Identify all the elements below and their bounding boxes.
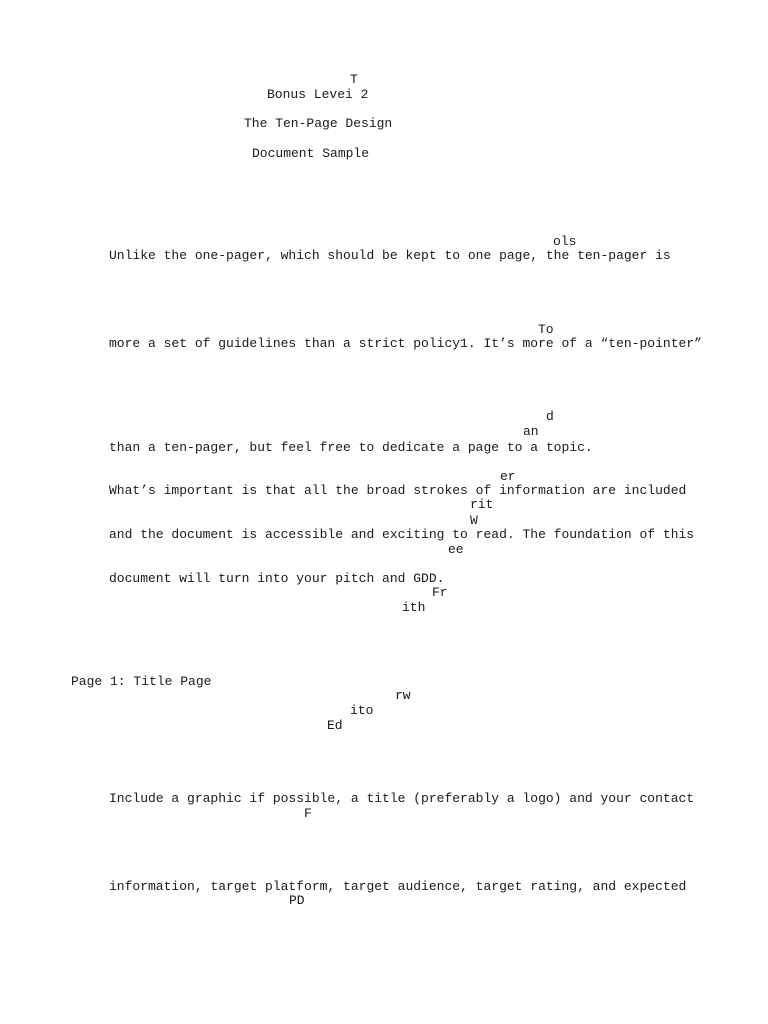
- paragraph-line: document will turn into your pitch and GDD.: [109, 571, 445, 586]
- paragraph-line: more a set of guidelines than a strict policy1. It’s more of a “ten-pointer”: [109, 336, 702, 351]
- watermark-fragment: PD: [289, 893, 305, 908]
- document-title-line-1: The Ten-Page Design: [244, 116, 393, 131]
- section-line: Include a graphic if possible, a title (preferably a logo) and your contact: [109, 791, 695, 806]
- section-heading: Page 1: Title Page: [71, 674, 212, 689]
- watermark-fragment: ee: [448, 542, 464, 557]
- header-top-letter: T: [350, 72, 358, 87]
- watermark-fragment: rw: [395, 688, 411, 703]
- watermark-fragment: er: [500, 469, 516, 484]
- section-line: information, target platform, target audience, target rating, and expected: [109, 879, 687, 894]
- paragraph-line: What’s important is that all the broad strokes of information are included: [109, 483, 687, 498]
- watermark-fragment: ols: [553, 234, 577, 249]
- bonus-level-heading: Bonus Levei 2: [267, 87, 369, 102]
- watermark-fragment: Fr: [432, 585, 448, 600]
- watermark-fragment: ito: [350, 703, 374, 718]
- paragraph-line: Unlike the one-pager, which should be kept to one page, the ten-pager is: [109, 248, 671, 263]
- watermark-fragment: rit: [470, 497, 494, 512]
- watermark-fragment: an: [523, 424, 539, 439]
- watermark-fragment: F: [304, 806, 312, 821]
- watermark-fragment: To: [538, 322, 554, 337]
- paragraph-line: than a ten-pager, but feel free to dedicate a page to a topic.: [109, 440, 593, 455]
- document-title-line-2: Document Sample: [252, 146, 370, 161]
- watermark-fragment: W: [470, 513, 478, 528]
- watermark-fragment: Ed: [327, 718, 343, 733]
- paragraph-line: and the document is accessible and exciting to read. The foundation of this: [109, 527, 695, 542]
- watermark-fragment: ith: [402, 600, 426, 615]
- watermark-fragment: d: [546, 409, 554, 424]
